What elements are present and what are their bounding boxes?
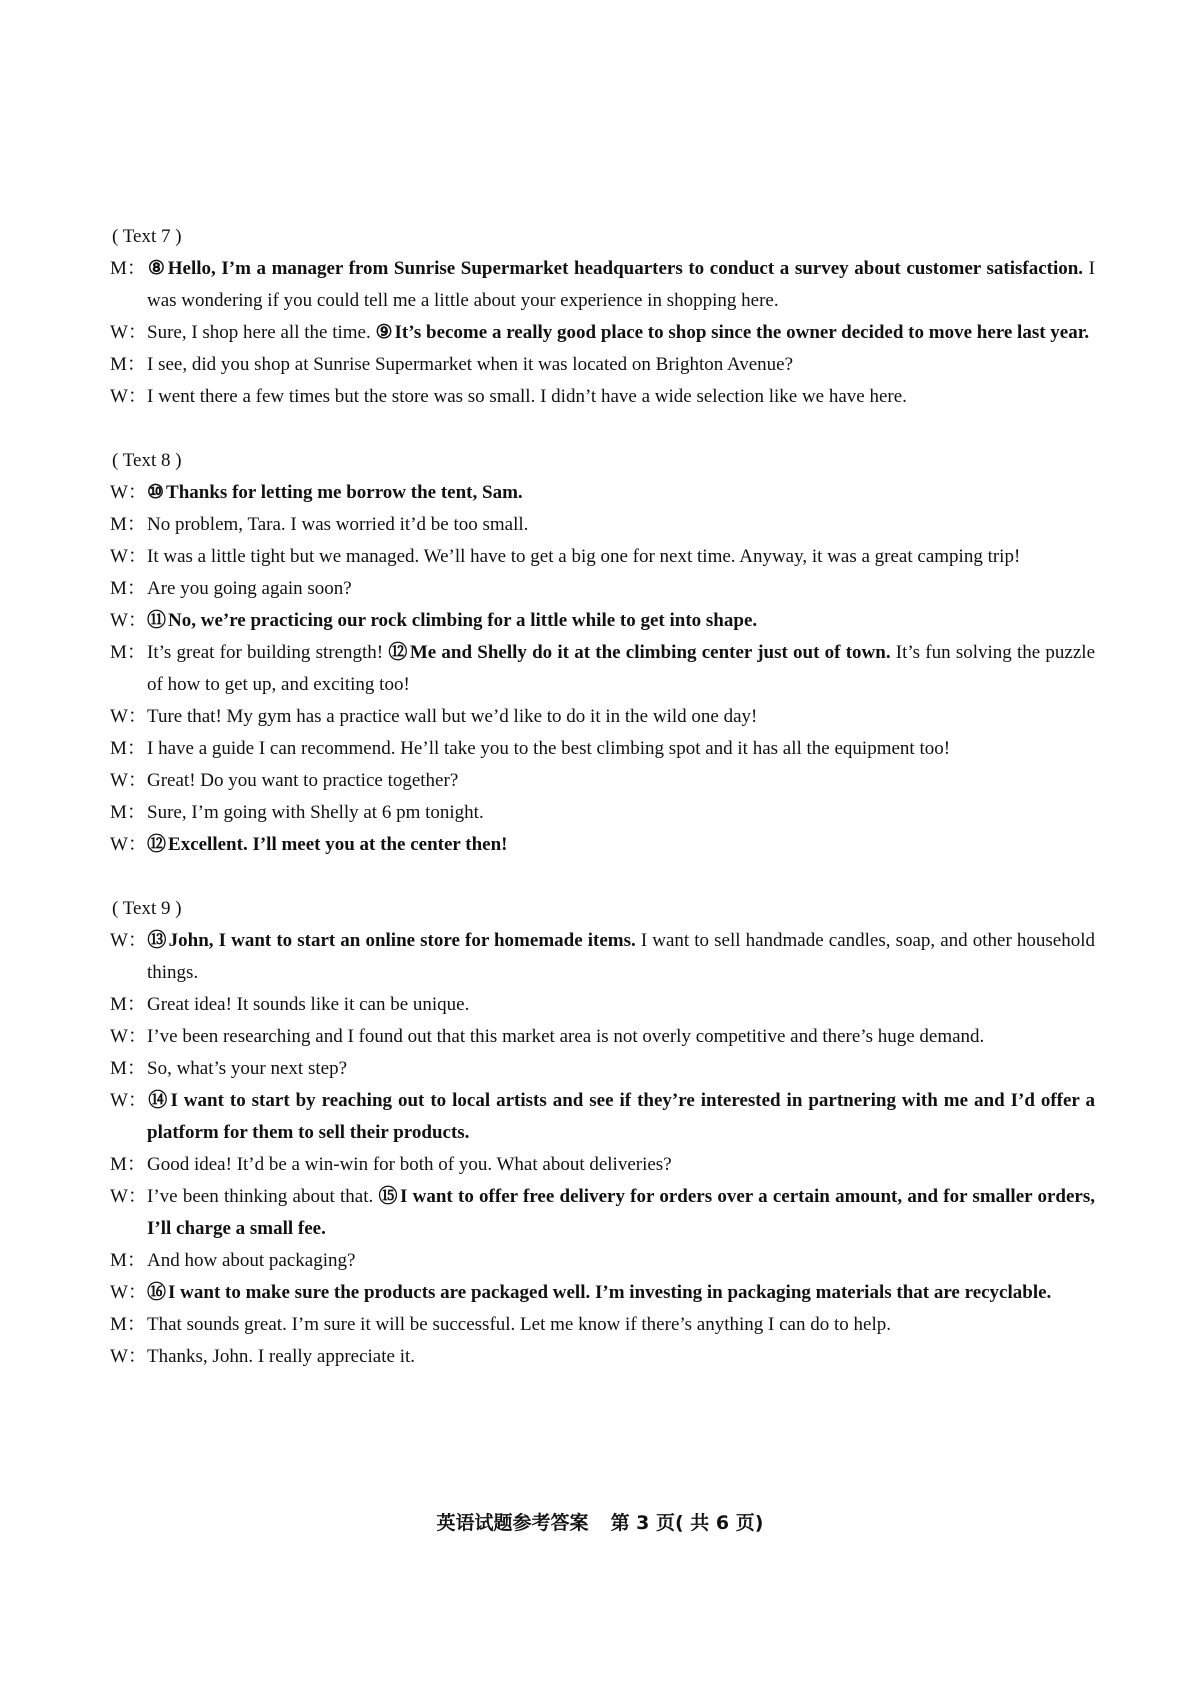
- dialogue-line: [110, 1277, 1095, 1309]
- line-text: Are you going again soon?: [147, 578, 352, 599]
- answer-marker: ⑯: [147, 1282, 167, 1303]
- speaker-label: W：: [110, 834, 147, 855]
- dialogue-line: [110, 1053, 1095, 1085]
- dialogue-line: [110, 317, 1095, 349]
- dialogue-line: [110, 1085, 1095, 1149]
- answer-marker: ⑪: [147, 610, 167, 631]
- dialogue-line: [110, 1021, 1095, 1053]
- dialogue-line: [110, 1181, 1095, 1245]
- dialogue-line: [110, 541, 1095, 573]
- line-text: Sure, I shop here all the time.: [147, 322, 376, 343]
- answer-marker: ⑭: [147, 1090, 169, 1111]
- answer-text: It’s become a really good place to shop since the owner decided to move here last year.: [394, 322, 1090, 343]
- speaker-label: M：: [110, 1154, 146, 1175]
- speaker-label: W：: [110, 770, 147, 791]
- speaker-label: M：: [110, 994, 146, 1015]
- footer-title: 英语试题参考答案: [436, 1512, 589, 1534]
- section-gap: [110, 861, 1095, 893]
- speaker-label: M：: [110, 514, 146, 535]
- line-text: I’ve been researching and I found out that this market area is not overly competitive and there’s huge demand.: [147, 1026, 985, 1047]
- section-gap: [110, 413, 1095, 445]
- answer-marker: ⑫: [147, 834, 167, 855]
- dialogue-line: [110, 1149, 1095, 1181]
- dialogue-line: [110, 253, 1095, 317]
- answer-text: John, I want to start an online store for homemade items.: [168, 930, 636, 951]
- line-text: It was a little tight but we managed. We’ll have to get a big one for next time. Anyway, it was a great camping trip!: [147, 546, 1021, 567]
- speaker-label: M：: [110, 738, 146, 759]
- answer-text: Hello, I’m a manager from Sunrise Supermarket headquarters to conduct a survey about customer satisfaction.: [167, 258, 1084, 279]
- speaker-label: W：: [110, 482, 147, 503]
- answer-marker: ⑮: [378, 1186, 398, 1207]
- line-text: Sure, I’m going with Shelly at 6 pm tonight.: [147, 802, 484, 823]
- answer-marker: ⑬: [147, 930, 167, 951]
- dialogue-line: [110, 989, 1095, 1021]
- dialogue-line: [110, 829, 1095, 861]
- section-label-text-9: ( Text 9 ): [112, 898, 182, 919]
- speaker-label: M：: [110, 578, 146, 599]
- section-label-text-7: ( Text 7 ): [112, 226, 182, 247]
- speaker-label: W：: [110, 1090, 147, 1111]
- answer-text: I want to start by reaching out to local artists and see if they’re interested in partnering with me and I’d offer a platform for them to sell their products.: [147, 1090, 1095, 1143]
- speaker-label: M：: [110, 1314, 146, 1335]
- answer-marker: ⑧: [147, 258, 166, 279]
- speaker-label: M：: [110, 1250, 146, 1271]
- line-text: I went there a few times but the store was so small. I didn’t have a wide selection like we have here.: [147, 386, 907, 407]
- footer-page-number: 第 3 页( 共 6 页): [610, 1512, 764, 1534]
- speaker-label: W：: [110, 706, 147, 727]
- answer-text: I want to offer free delivery for orders over a certain amount, and for smaller orders, I’ll charge a small fee.: [147, 1186, 1095, 1239]
- speaker-label: W：: [110, 1282, 147, 1303]
- speaker-label: M：: [110, 1058, 146, 1079]
- speaker-label: W：: [110, 610, 147, 631]
- dialogue-line: [110, 605, 1095, 637]
- transcript-content: [110, 221, 1095, 1373]
- dialogue-line: [110, 701, 1095, 733]
- line-text: I’ve been thinking about that.: [147, 1186, 379, 1207]
- dialogue-line: [110, 733, 1095, 765]
- dialogue-line: [110, 925, 1095, 989]
- line-text: I see, did you shop at Sunrise Supermarket when it was located on Brighton Avenue?: [147, 354, 794, 375]
- dialogue-line: [110, 477, 1095, 509]
- page-footer: [0, 1508, 1200, 1538]
- dialogue-line: [110, 573, 1095, 605]
- line-text: Good idea! It’d be a win-win for both of you. What about deliveries?: [147, 1154, 672, 1175]
- dialogue-text-8: [110, 477, 1095, 861]
- speaker-label: M：: [110, 802, 146, 823]
- dialogue-line: [110, 349, 1095, 381]
- line-text: I was wondering if you could tell me a little about your experience in shopping here.: [147, 258, 1095, 311]
- line-text: And how about packaging?: [147, 1250, 356, 1271]
- speaker-label: W：: [110, 322, 147, 343]
- speaker-label: W：: [110, 1026, 147, 1047]
- answer-text: Excellent. I’ll meet you at the center then!: [168, 834, 508, 855]
- answer-text: I want to make sure the products are packaged well. I’m investing in packaging materials that are recyclable.: [168, 1282, 1052, 1303]
- answer-marker: ⑫: [388, 642, 408, 663]
- dialogue-line: [110, 637, 1095, 701]
- dialogue-line: [110, 1245, 1095, 1277]
- dialogue-line: [110, 509, 1095, 541]
- speaker-label: W：: [110, 386, 147, 407]
- line-text: I want to sell handmade candles, soap, and other household things.: [147, 930, 1095, 983]
- speaker-label: W：: [110, 930, 147, 951]
- line-text: It’s fun solving the puzzle of how to get up, and exciting too!: [147, 642, 1095, 695]
- line-text: Great idea! It sounds like it can be unique.: [147, 994, 470, 1015]
- line-text: Thanks, John. I really appreciate it.: [147, 1346, 416, 1367]
- speaker-label: W：: [110, 546, 147, 567]
- line-text: That sounds great. I’m sure it will be successful. Let me know if there’s anything I can do to help.: [147, 1314, 891, 1335]
- line-text: Ture that! My gym has a practice wall but we’d like to do it in the wild one day!: [147, 706, 758, 727]
- line-text: No problem, Tara. I was worried it’d be too small.: [147, 514, 529, 535]
- dialogue-text-7: [110, 253, 1095, 413]
- dialogue-line: [110, 381, 1095, 413]
- dialogue-line: [110, 797, 1095, 829]
- speaker-label: M：: [110, 642, 146, 663]
- speaker-label: M：: [110, 258, 146, 279]
- answer-text: Thanks for letting me borrow the tent, Sam.: [166, 482, 523, 503]
- line-text: I have a guide I can recommend. He’ll take you to the best climbing spot and it has all the equipment too!: [147, 738, 951, 759]
- dialogue-line: [110, 765, 1095, 797]
- dialogue-line: [110, 1309, 1095, 1341]
- speaker-label: W：: [110, 1346, 147, 1367]
- dialogue-text-9: [110, 925, 1095, 1373]
- speaker-label: M：: [110, 354, 146, 375]
- answer-marker: ⑨: [375, 322, 393, 343]
- answer-text: Me and Shelly do it at the climbing center just out of town.: [409, 642, 891, 663]
- answer-marker: ⑩: [147, 482, 165, 503]
- line-text: It’s great for building strength!: [147, 642, 389, 663]
- line-text: Great! Do you want to practice together?: [147, 770, 459, 791]
- section-label-text-8: ( Text 8 ): [112, 450, 182, 471]
- line-text: So, what’s your next step?: [147, 1058, 348, 1079]
- answer-text: No, we’re practicing our rock climbing for a little while to get into shape.: [168, 610, 758, 631]
- speaker-label: W：: [110, 1186, 147, 1207]
- dialogue-line: [110, 1341, 1095, 1373]
